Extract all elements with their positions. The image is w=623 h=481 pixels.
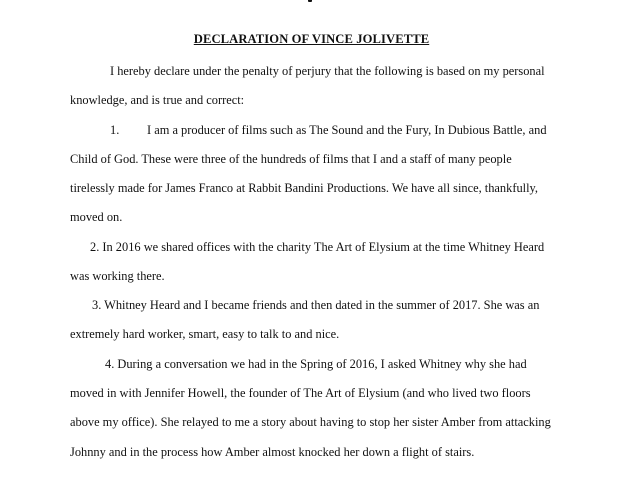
- paragraph-2-line-1: 2. In 2016 we shared offices with the charity The Art of Elysium at the time Whitney Heard: [90, 240, 545, 254]
- paragraph-2-line-2: was working there.: [70, 269, 165, 283]
- paragraph-1-line-2: Child of God. These were three of the hundreds of films that I and a staff of many people: [70, 152, 512, 166]
- paragraph-1-line-1: I am a producer of films such as The Sound and the Fury, In Dubious Battle, and: [147, 123, 547, 137]
- paragraph-4-line-1: 4. During a conversation we had in the Spring of 2016, I asked Whitney why she had: [105, 357, 527, 371]
- paragraph-1-line-4: moved on.: [70, 210, 123, 224]
- paragraph-1-line-3: tirelessly made for James Franco at Rabbit Bandini Productions. We have all since, thankfully,: [70, 181, 539, 195]
- paragraph-4-line-2: moved in with Jennifer Howell, the founder of The Art of Elysium (and who lived two floors: [70, 386, 531, 400]
- intro-line-1: I hereby declare under the penalty of perjury that the following is based on my personal: [110, 64, 545, 78]
- paragraph-4-line-4: Johnny and in the process how Amber almost knocked her down a flight of stairs.: [70, 445, 475, 459]
- document-title: DECLARATION OF VINCE JOLIVETTE: [193, 32, 430, 46]
- paragraph-3-line-1: 3. Whitney Heard and I became friends and then dated in the summer of 2017. She was an: [92, 298, 540, 312]
- paragraph-1-number: 1.: [110, 123, 120, 137]
- paragraph-4-line-3: above my office). She relayed to me a story about having to stop her sister Amber from attacking: [70, 415, 551, 429]
- paragraph-3-line-2: extremely hard worker, smart, easy to talk to and nice.: [70, 327, 340, 341]
- intro-line-2: knowledge, and is true and correct:: [70, 93, 245, 107]
- page-top-mark: [308, 0, 312, 2]
